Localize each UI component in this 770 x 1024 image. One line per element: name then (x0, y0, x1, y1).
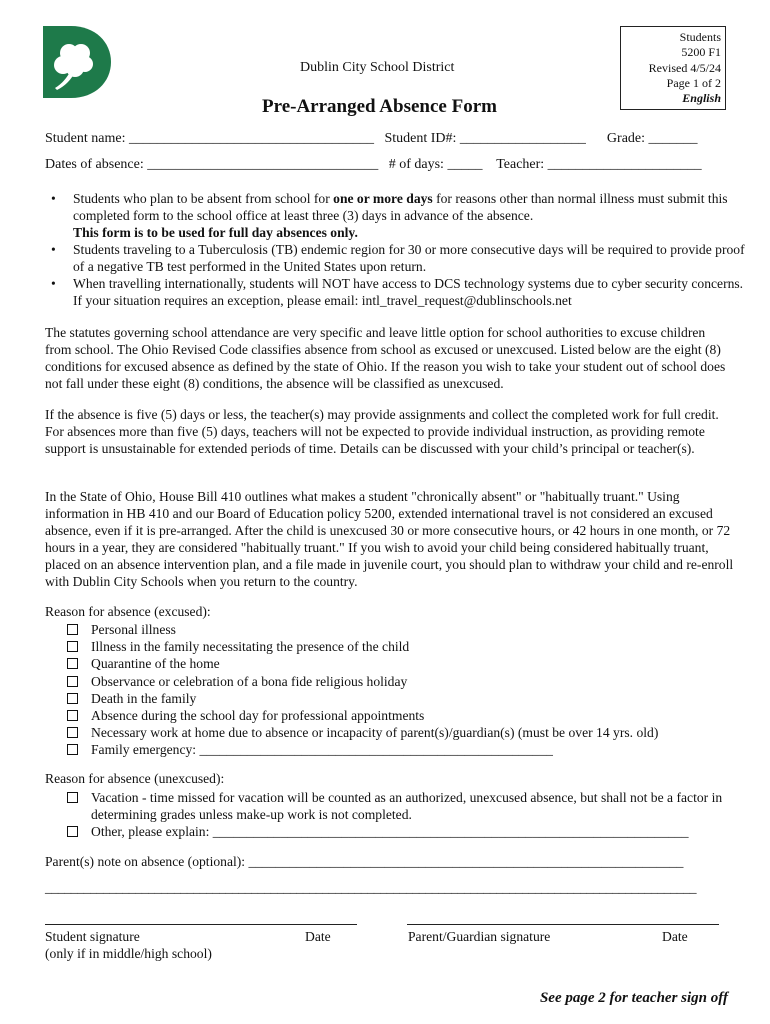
checkbox[interactable] (67, 727, 78, 738)
instruction-text: Students who plan to be absent from school for (73, 191, 334, 206)
shamrock-d-logo-icon (41, 26, 111, 98)
checkbox[interactable] (67, 792, 78, 803)
excused-option[interactable] (67, 707, 658, 724)
option-label: Quarantine of the home (91, 656, 220, 672)
revision-line: Revised 4/5/24 (648, 60, 721, 75)
district-logo (41, 26, 111, 98)
checkbox[interactable] (67, 826, 78, 837)
student-signature-line[interactable] (45, 924, 357, 925)
option-label: Death in the family (91, 690, 197, 706)
truancy-paragraph: In the State of Ohio, House Bill 410 outlines what makes a student "chronically absent" or "habitually truant." Using information in HB 410 and our Board of Education policy 5200, extended international travel is not considered an excused absence, even if it is pre-arranged. After the child is unexcused 30 or more consecutive hours, or 42 hours in one month, or 72 hours in a year, they are considered "habitually truant." If you wish to avoid your child being considered habitually truant, placed on an absence intervention plan, and a file made in juvenile court, you should plan to withdraw your child and re-enroll with Dublin City Schools when you return to the country. (45, 489, 734, 589)
checkbox[interactable] (67, 624, 78, 635)
instruction-item: • Students traveling to a Tuberculosis (TB) endemic region for 30 or more consecutive days will be required to provide proof of a negative TB test performed in the United States upon return. (46, 241, 746, 275)
unexcused-label: Reason for absence (unexcused): (45, 771, 225, 786)
excused-option[interactable] (67, 621, 658, 638)
student-signature-label: Student signature (45, 929, 140, 944)
excused-reasons-list (67, 621, 658, 759)
option-label: Necessary work at home due to absence or incapacity of parent(s)/guardian(s) (must be over 14 yrs. old) (91, 725, 659, 741)
option-label: Observance or celebration of a bona fide religious holiday (91, 673, 408, 689)
checkbox[interactable] (67, 710, 78, 721)
checkbox[interactable] (67, 641, 78, 652)
absence-dates-row[interactable]: Dates of absence: _________________________________ # of days: _____ Teacher: ______________________ (45, 157, 702, 172)
district-name: Dublin City School District (300, 60, 455, 75)
instruction-item: • When travelling internationally, students will NOT have access to DCS technology systems due to cyber security concerns. If your situation requires an exception, please email: intl_travel_request@dublinschools.net (46, 275, 746, 309)
parent-signature-line[interactable] (407, 924, 719, 925)
checkbox[interactable] (67, 676, 78, 687)
instruction-emphasis: one or more days (333, 191, 433, 206)
checkbox[interactable] (67, 744, 78, 755)
instructions-list (46, 190, 746, 309)
option-label: Absence during the school day for professional appointments (91, 708, 425, 724)
instruction-item (46, 190, 746, 241)
instruction-text: for reasons other than normal illness must submit this completed form to the school office at least three (3) days in advance of the absence. (73, 191, 728, 223)
excused-option[interactable] (67, 655, 658, 672)
parent-date-label: Date (662, 929, 688, 944)
statutes-paragraph: The statutes governing school attendance are very specific and leave little option for school authorities to excuse children from school. The Ohio Revised Code classifies absence from school as excused or unexcused. Listed below are the eight (8) conditions for excused absence as defined by the state of Ohio. If the reason you wish to take your student out of school does not fall under these eight (8) conditions, the absence will be classified as unexcused. (45, 325, 726, 391)
excused-option[interactable] (67, 673, 658, 690)
revision-box (620, 26, 726, 110)
language-label: English (682, 91, 721, 106)
excused-option[interactable] (67, 638, 658, 655)
option-label: Family emergency: ____________________________________________________ (91, 742, 553, 758)
parent-note-line[interactable]: _____________________________________________________________________________________________________ (45, 880, 697, 895)
option-label: Vacation - time missed for vacation will be counted as an authorized, unexcused absence, but shall not be a factor in determining grades unless make-up work is not completed. (91, 790, 723, 823)
excused-label: Reason for absence (excused): (45, 604, 211, 619)
student-signature-note: (only if in middle/high school) (45, 946, 212, 961)
form-title: Pre-Arranged Absence Form (262, 96, 497, 117)
teacher-signoff-note: See page 2 for teacher sign off (539, 990, 728, 1006)
revision-line: Students (679, 30, 721, 44)
option-label: Personal illness (91, 622, 176, 637)
revision-line: Page 1 of 2 (666, 75, 721, 90)
checkbox[interactable] (67, 693, 78, 704)
revision-line: 5200 F1 (681, 45, 721, 60)
unexcused-reasons-list (67, 789, 731, 841)
assignments-paragraph: If the absence is five (5) days or less, the teacher(s) may provide assignments and collect the completed work for full credit. For absences more than five (5) days, teachers will not be expected to provide individual instruction, as providing remote support is unsustainable for extended periods of time. Details can be discussed with your child’s principal or teacher(s). (45, 407, 719, 456)
unexcused-option[interactable] (67, 823, 731, 840)
checkbox[interactable] (67, 658, 78, 669)
excused-option[interactable] (67, 690, 658, 707)
parent-signature-label: Parent/Guardian signature (408, 929, 551, 944)
excused-option[interactable] (67, 741, 658, 758)
unexcused-option[interactable] (67, 789, 731, 823)
option-label: Other, please explain: ______________________________________________________________________ (91, 824, 689, 840)
excused-option[interactable] (67, 724, 658, 741)
student-date-label: Date (305, 929, 331, 944)
student-info-row[interactable]: Student name: ___________________________________ Student ID#: __________________ Grade: _______ (45, 131, 698, 146)
parent-note-field[interactable]: Parent(s) note on absence (optional): ________________________________________________________________ (45, 854, 684, 869)
option-label: Illness in the family necessitating the presence of the child (91, 639, 410, 655)
full-day-notice: This form is to be used for full day absences only. (73, 225, 358, 240)
